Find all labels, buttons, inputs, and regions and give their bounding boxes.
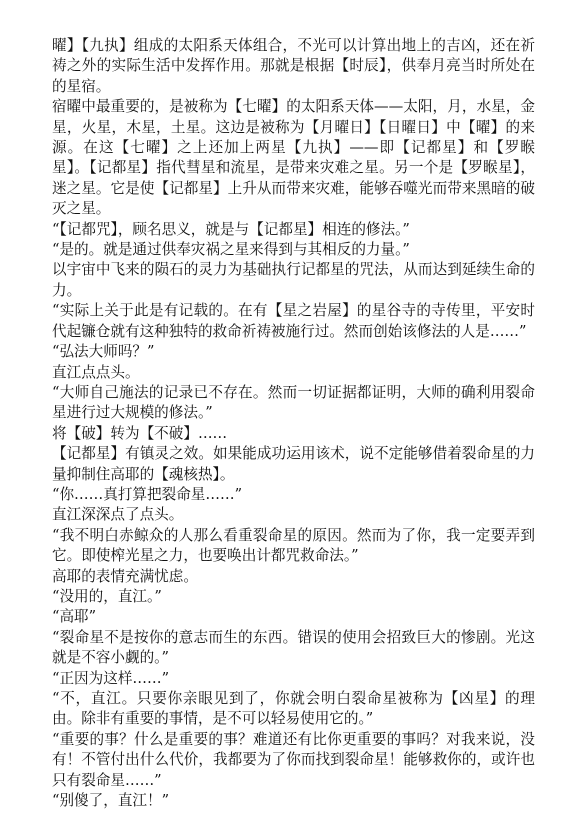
paragraph-15: 高耶的表情充满忧虑。	[52, 567, 198, 585]
paragraph-17: “高耶”	[52, 608, 97, 626]
paragraph-2: 宿曜中最重要的，是被称为【七曜】的太阳系天体——太阳，月，水星，金星，火星，木星，土星。这边是被称为【月曜日】【日曜日】中【曜】的来源。在这【七曜】之上还加上两星【九执】——即【记都星】和【罗睺星】。【记都星】指代彗星和流星，是带来灾难之星。另一个是【罗睺星】，迷之星。它是使【记都星】上升从而带来灾难，能够吞噬光而带来黑暗的破灭之星。	[52, 98, 535, 218]
paragraph-6: “实际上关于此是有记载的。在有【星之岩屋】的星谷寺的寺传里，平安时代起镰仓就有这种独特的救命祈祷被施行过。然而创始该修法的人是……”	[52, 302, 535, 340]
paragraph-4: “是的。就是通过供奉灾祸之星来得到与其相反的力量。”	[52, 241, 410, 259]
paragraph-20: “不，直江。只要你亲眼见到了，你就会明白裂命星被称为【凶星】的理由。除非有重要的事情，是不可以轻易使用它的。”	[52, 690, 535, 728]
paragraph-10: 将【破】转为【不破】……	[52, 424, 228, 442]
paragraph-1: 曜】【九执】组成的太阳系天体组合，不光可以计算出地上的吉凶，还在祈祷之外的实际生活中发挥作用。那就是根据【时辰】，供奉月亮当时所处在的星宿。	[52, 37, 535, 95]
document-page	[52, 36, 535, 811]
paragraph-19: “正因为这样……”	[52, 669, 170, 687]
paragraph-8: 直江点点头。	[52, 363, 140, 381]
paragraph-11: 【记都星】有镇灵之效。如果能成功运用该术，说不定能够借着裂命星的力量抑制住高耶的【魂核热】。	[52, 445, 535, 483]
paragraph-13: 直江深深点了点头。	[52, 506, 184, 524]
paragraph-3: “【记都咒】，顾名思义，就是与【记都星】相连的修法。”	[52, 220, 410, 238]
paragraph-21: “重要的事？什么是重要的事？难道还有比你更重要的事吗？对我来说，没有！不管付出什么代价，我都要为了你而找到裂命星！能够救你的，或许也只有裂命星……”	[52, 730, 535, 789]
paragraph-18: “裂命星不是按你的意志而生的东西。错误的使用会招致巨大的惨剧。光这就是不容小觑的。”	[52, 628, 535, 667]
paragraph-7: “弘法大师吗？”	[52, 343, 155, 361]
paragraph-12: “你……真打算把裂命星……”	[52, 485, 243, 503]
paragraph-5: 以宇宙中飞来的陨石的灵力为基础执行记都星的咒法，从而达到延续生命的力。	[52, 261, 535, 299]
paragraph-16: “没用的，直江。”	[52, 587, 162, 605]
paragraph-14: “我不明白赤鲸众的人那么看重裂命星的原因。然而为了你，我一定要弄到它。即使榨光星之力，也要唤出计都咒救命法。”	[52, 526, 535, 565]
paragraph-9: “大师自己施法的记录已不存在。然而一切证据都证明，大师的确利用裂命星进行过大规模的修法。”	[52, 383, 535, 422]
paragraph-22: “别傻了，直江！”	[52, 792, 170, 810]
